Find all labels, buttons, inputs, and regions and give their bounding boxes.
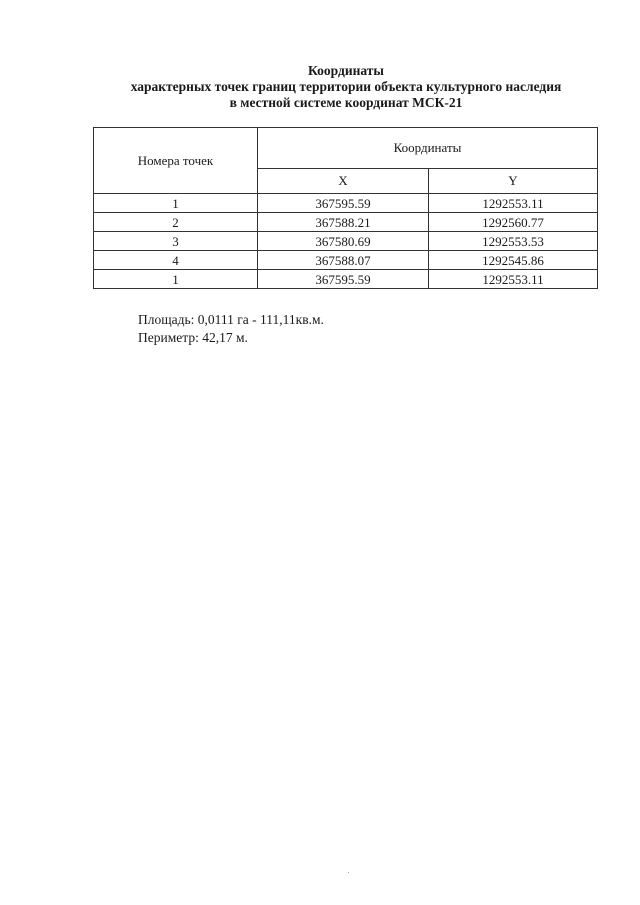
title-line-3: в местной системе координат МСК-21 xyxy=(229,95,463,110)
cell-point: 1 xyxy=(94,194,258,213)
coordinates-table xyxy=(93,127,598,289)
summary xyxy=(138,311,324,347)
header-y: Y xyxy=(429,169,598,194)
cell-point: 2 xyxy=(94,213,258,232)
cell-x: 367580.69 xyxy=(258,232,429,251)
cell-y: 1292553.53 xyxy=(429,232,598,251)
perimeter-text: Периметр: 42,17 м. xyxy=(138,330,248,345)
table-row xyxy=(94,251,598,270)
cell-x: 367588.21 xyxy=(258,213,429,232)
table-row xyxy=(94,232,598,251)
cell-y: 1292553.11 xyxy=(429,194,598,213)
header-points: Номера точек xyxy=(94,128,258,194)
cell-x: 367595.59 xyxy=(258,270,429,289)
table-row xyxy=(94,194,598,213)
document-title xyxy=(0,63,640,111)
scan-speck xyxy=(348,872,349,873)
header-coordinates: Координаты xyxy=(258,128,598,169)
header-x: X xyxy=(258,169,429,194)
cell-y: 1292545.86 xyxy=(429,251,598,270)
table-row xyxy=(94,270,598,289)
table-row xyxy=(94,213,598,232)
cell-y: 1292560.77 xyxy=(429,213,598,232)
cell-point: 3 xyxy=(94,232,258,251)
area-text: Площадь: 0,0111 га - 111,11кв.м. xyxy=(138,312,324,327)
cell-point: 1 xyxy=(94,270,258,289)
cell-x: 367595.59 xyxy=(258,194,429,213)
cell-point: 4 xyxy=(94,251,258,270)
cell-y: 1292553.11 xyxy=(429,270,598,289)
title-line-1: Координаты xyxy=(308,63,384,78)
cell-x: 367588.07 xyxy=(258,251,429,270)
title-line-2: характерных точек границ территории объекта культурного наследия xyxy=(130,79,562,94)
